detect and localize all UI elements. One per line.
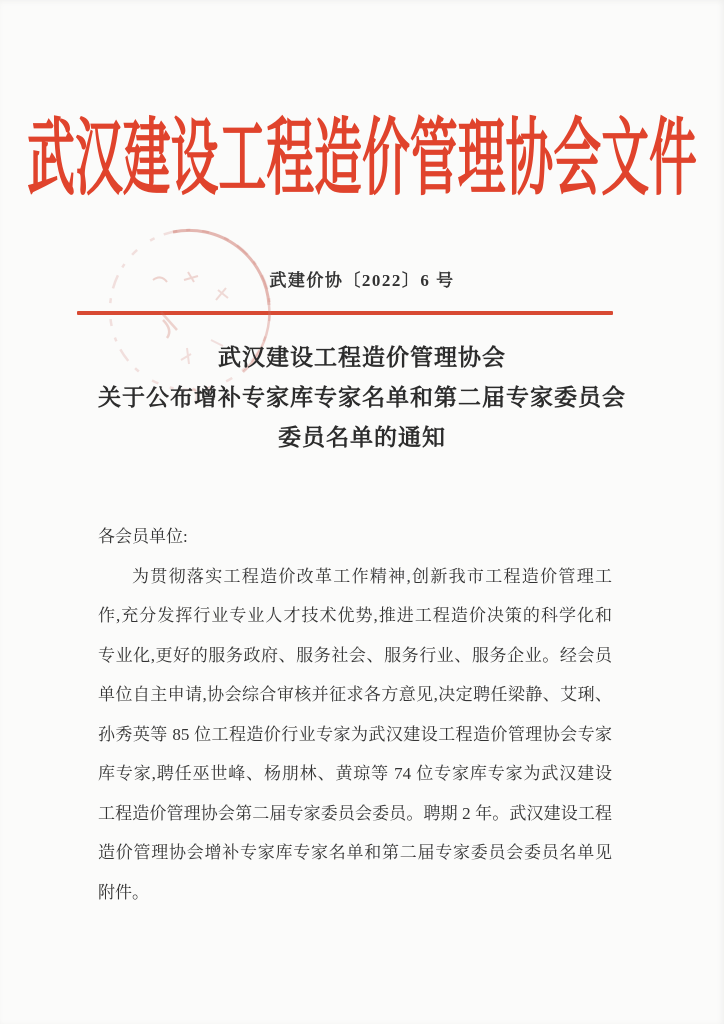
body-line: 各会员单位: (98, 527, 188, 546)
body-line: 为贯彻落实工程造价改革工作精神,创新我市工程造价管理工 (132, 566, 612, 586)
body-line: 作,充分发挥行业专业人才技术优势,推进工程造价决策的科学化和 (98, 606, 612, 625)
body-line: 造价管理协会增补专家库专家名单和第二届专家委员会委员名单见 (98, 843, 612, 862)
body-line: 工程造价管理协会第二届专家委员会委员。聘期 2 年。武汉建设工程 (98, 803, 612, 823)
notice-title-line3: 委员名单的通知 (278, 425, 446, 450)
document-number: 武建价协〔2022〕6 号 (269, 271, 455, 290)
body-line: 专业化,更好的服务政府、服务社会、服务行业、服务企业。经会员 (98, 645, 612, 665)
notice-title (0, 338, 724, 458)
notice-title-line2: 关于公布增补专家库专家名单和第二届专家委员会 (98, 385, 626, 410)
red-header (0, 103, 724, 206)
body-line: 库专家,聘任巫世峰、杨朋林、黄琼等 74 位专家库专家为武汉建设 (98, 764, 612, 783)
red-header-title: 武汉建设工程造价管理协会文件 (27, 113, 697, 206)
body-line: 孙秀英等 85 位工程造价行业专家为武汉建设工程造价管理协会专家 (98, 724, 612, 744)
notice-title-line1: 武汉建设工程造价管理协会 (218, 345, 506, 370)
body-line: 附件。 (98, 882, 149, 902)
document-body (98, 517, 612, 912)
body-line: 单位自主申请,协会综合审核并征求各方意见,决定聘任梁静、艾琍、 (98, 685, 612, 704)
